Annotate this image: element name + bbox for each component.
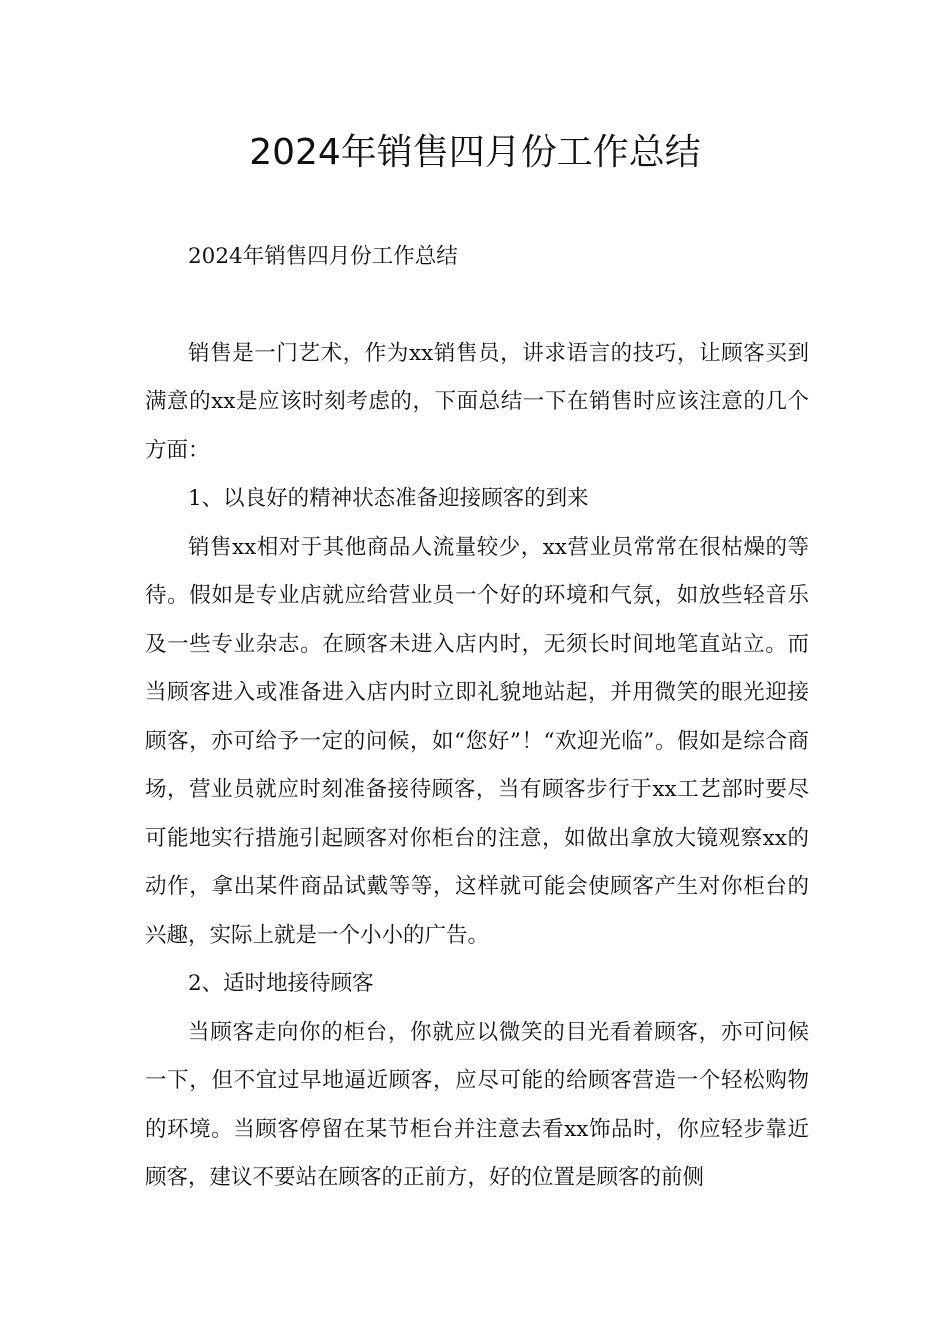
document-body [145, 233, 809, 1203]
section-heading-1: 1、以良好的精神状态准备迎接顾客的到来 [188, 486, 589, 511]
section-paragraph-1: 销售xx相对于其他商品人流量较少，xx营业员常常在很枯燥的等待。假如是专业店就应给营业员一个好的环境和气氛，如放些轻音乐及一些专业杂志。在顾客未进入店内时，无须长时间地笔直站立。而当顾客进入或准备进入店内时立即礼貌地站起，并用微笑的眼光迎接顾客，亦可给予一定的问候，如“您好”！“欢迎光临”。假如是综合商场，营业员就应时刻准备接待顾客，当有顾客步行于xx工艺部时要尽可能地实行措施引起顾客对你柜台的注意，如做出拿放大镜观察xx的动作，拿出某件商品试戴等等，这样就可能会使顾客产生对你柜台的兴趣，实际上就是一个小小的广告。 [145, 534, 809, 948]
document-title: 2024年销售四月份工作总结 [249, 132, 701, 173]
section-paragraph-2: 当顾客走向你的柜台，你就应以微笑的目光看着顾客，亦可问候一下，但不宜过早地逼近顾客，应尽可能的给顾客营造一个轻松购物的环境。当顾客停留在某节柜台并注意去看xx饰品时，你应轻步靠近顾客，建议不要站在顾客的正前方，好的位置是顾客的前侧 [145, 1019, 809, 1190]
section-heading-2: 2、适时地接待顾客 [188, 971, 374, 996]
document-subtitle: 2024年销售四月份工作总结 [188, 244, 458, 269]
intro-paragraph: 销售是一门艺术，作为xx销售员，讲求语言的技巧，让顾客买到满意的xx是应该时刻考虑的，下面总结一下在销售时应该注意的几个方面： [145, 340, 809, 463]
